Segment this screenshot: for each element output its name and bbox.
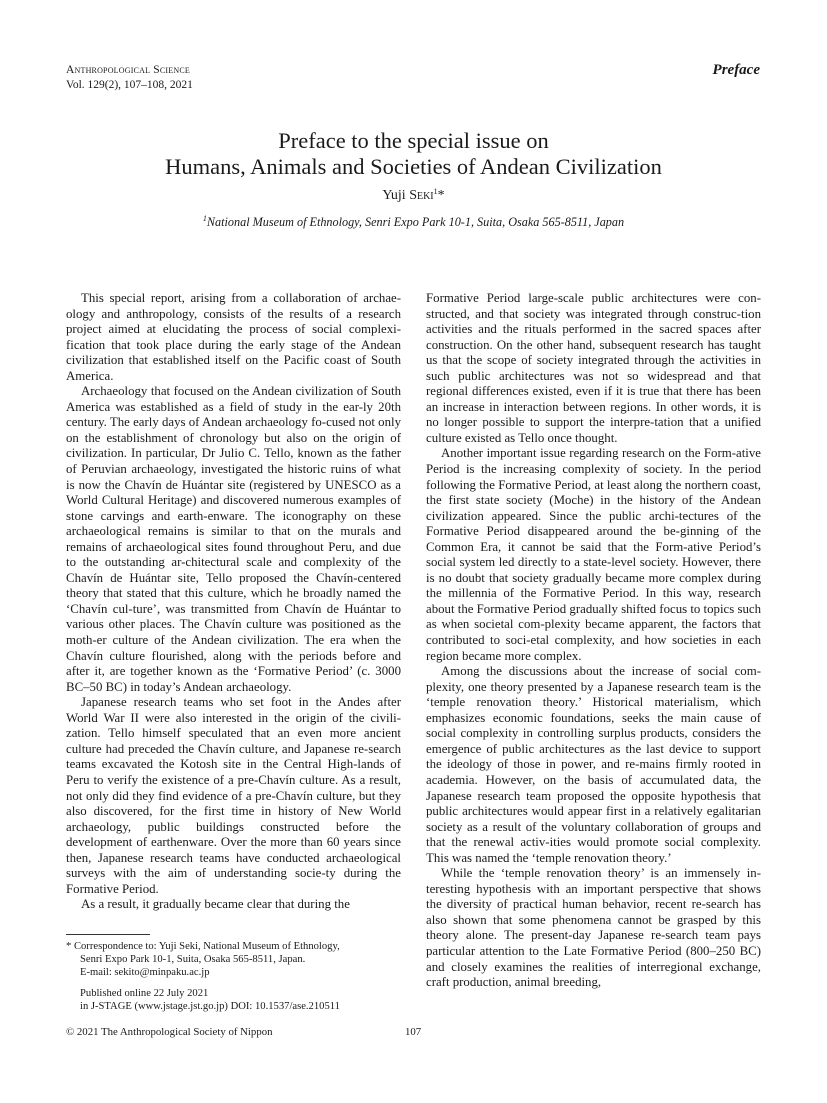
doi-info: in J-STAGE (www.jstage.jst.go.jp) DOI: 10.1537/ase.210511 bbox=[80, 1000, 340, 1012]
author-correspondence-mark: * bbox=[437, 188, 445, 203]
body-column-right bbox=[426, 291, 761, 991]
affiliation-text: National Museum of Ethnology, Senri Expo Park 10-1, Suita, Osaka 565-8511, Japan bbox=[206, 215, 625, 229]
correspondence-note-line-2: Senri Expo Park 10-1, Suita, Osaka 565-8511, Japan. bbox=[80, 954, 306, 966]
footnote-divider bbox=[66, 934, 150, 935]
journal-info bbox=[66, 63, 193, 93]
title-line-1: Preface to the special issue on bbox=[278, 128, 549, 153]
paragraph: As a result, it gradually became clear that during the bbox=[81, 897, 350, 912]
footnotes bbox=[66, 940, 401, 1013]
title-line-2: Humans, Animals and Societies of Andean Civilization bbox=[165, 154, 662, 179]
paragraph: While the ‘temple renovation theory’ is an immensely in-teresting hypothesis with an important perspective that shows the diversity of practical human behavior, recent re-search has also shown that some phenomena cannot be grasped by this theory alone. The present-day Japanese re-search team pays particular attention to the Late Formative Period (800–250 BC) and closely examines the realities of interregional exchange, craft production, animal breeding, bbox=[426, 866, 761, 990]
paragraph: Archaeology that focused on the Andean civilization of South America was established as a field of study in the ear-ly 20th century. The early days of Andean archaeology fo-cused not only on the establishment of chronology but also on the origin of civilization. In particular, Dr Julio C. Tello, known as the father of Peruvian archaeology, investigated the historic ruins of what is now the Chavín de Huántar site (registered by UNESCO as a World Cultural Heritage) and discovered numerous examples of stone carvings and earth-enware. The iconography on these archaeological remains is similar to that on the murals and remains of archaeological sites found throughout Peru, and due to the outstanding ar-chitectural scale and complexity of the Chavín de Huántar site, Tello proposed the Chavín-centered theory that stated that this culture, which he broadly named the ‘Chavín cul-ture’, was transmitted from Chavín de Huántar to various other places. The Chavín culture was positioned as the moth-er culture of the Andean civilization. The era when the Chavín culture flourished, along with the periods before and after it, are together known as the ‘Formative Period’ (c. 3000 BC–50 BC) in today’s Andean archaeology. bbox=[66, 384, 401, 694]
article-title bbox=[0, 128, 827, 180]
journal-name: Anthropological Science bbox=[66, 64, 190, 76]
author-affiliation-mark: 1 bbox=[433, 187, 438, 196]
correspondence-note-line-1: * Correspondence to: Yuji Seki, National Museum of Ethnology, bbox=[66, 941, 340, 952]
body-column-left bbox=[66, 291, 401, 913]
correspondence-email: E-mail: sekito@minpaku.ac.jp bbox=[80, 967, 210, 979]
copyright: © 2021 The Anthropological Society of Nippon bbox=[66, 1026, 273, 1038]
paragraph: Among the discussions about the increase of social com-plexity, one theory presented by a Japanese research team is the ‘temple renovation theory.’ Historical materialism, which emphasizes economic foundations, seeks the main cause of social complexity in controlling surplus products, considers the emergence of public architectures as the last device to support the ideology of those in power, and re-mains firmly rooted in academia. However, on the basis of accumulated data, the Japanese research team proposed the opposite hypothesis that public architectures would appear first in a relatively egalitarian society as a result of the voluntary collaboration of groups and that the renewal activ-ities would promote social complexity. This was named the ‘temple renovation theory.’ bbox=[426, 664, 761, 865]
affiliation bbox=[0, 215, 827, 230]
paragraph: Another important issue regarding research on the Form-ative Period is the increasing complexity of society. In the period following the Formative Period, at least along the northern coast, the first state society (Moche) in the history of the Andean civilization appeared. Since the public archi-tectures of the Formative Period disappeared around the be-ginning of the Common Era, it cannot be said that the Form-ative Period’s social system led directly to a state-level society. However, there is no doubt that society gradually became more complex during the millennia of the Formative Period. In this way, research about the Formative Period gradually shifted focus to topics such as when societal com-plexity became apparent, the factors that contributed to soci-etal complexity, and how societies in each region became more complex. bbox=[426, 446, 761, 663]
volume-info: Vol. 129(2), 107–108, 2021 bbox=[66, 79, 193, 91]
page-number: 107 bbox=[405, 1026, 422, 1038]
affiliation-mark: 1 bbox=[202, 214, 207, 223]
author-line bbox=[0, 188, 827, 204]
paragraph: This special report, arising from a collaboration of archae-ology and anthropology, consists of the results of a research project aimed at elucidating the process of social complexi-fication that took place during the early stage of the Andean civilization that established itself on the Pacific coast of South America. bbox=[66, 291, 401, 383]
author-given-name: Yuji bbox=[382, 188, 410, 203]
published-date: Published online 22 July 2021 bbox=[80, 987, 209, 999]
paragraph-continued: Formative Period large-scale public architectures were con-structed, and that society was integrated through construc-tion activities and the rituals performed in the sacred spaces after construction. On the other hand, subsequent research has taught us that the scope of society integrated through the activities in such public architectures was not so widespread and that regional differences existed, even if it is true that there has been an increase in interaction between regions. In other words, it is no longer possible to support the interpre-tation that a unified culture existed as Tello once thought. bbox=[426, 291, 761, 445]
section-label: Preface bbox=[712, 62, 760, 78]
paragraph: Japanese research teams who set foot in the Andes after World War II were also interested in the origin of the civili-zation. Tello himself speculated that an even more ancient culture had preceded the Chavín culture, and Japanese re-search teams excavated the Kotosh site in the Central High-lands of Peru to verify the existence of a pre-Chavín culture. As a result, not only did they find evidence of a pre-Chavín culture, but they also discovered, for the first time in history of New World archaeology, public buildings constructed before the development of earthenware. Over the more than 60 years since then, Japanese research teams have conducted archaeological surveys with the aim of understanding socie-ty during the Formative Period. bbox=[66, 695, 401, 896]
author-family-name: Seki bbox=[409, 188, 434, 203]
